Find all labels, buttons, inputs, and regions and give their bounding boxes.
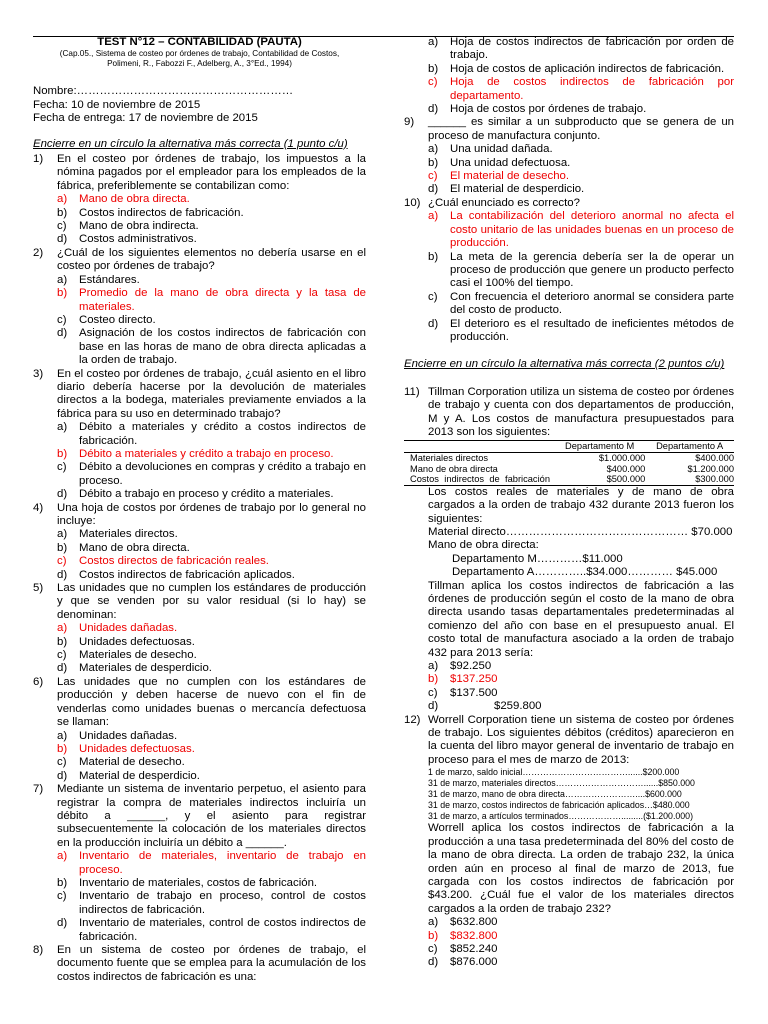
option-d[interactable]: [428, 183, 734, 196]
option-letter: a): [57, 193, 68, 206]
table-cell: $1.000.000: [598, 452, 646, 463]
option-letter: d): [57, 568, 68, 581]
q11-overhead-text: Tillman aplica los costos indirectos de fabricación a las órdenes de producción según el costo de la mano de obra directa usando tasas departamentales predeterminadas al comienzo del año con base en el presupuesto anual. El costo total de manufactura asociado a la orden de trabajo 432 para 2013 sería:: [428, 579, 734, 659]
question-text: Tillman Corporation utiliza un sistema de costeo por órdenes de trabajo y cuenta con dos departamentos de producción, M y A. Los costos de manufactura presupuestados para 2013 son los siguientes:: [428, 385, 735, 438]
right-column: [404, 36, 734, 970]
options: [57, 274, 366, 368]
question-text: Una hoja de costos por órdenes de trabajo por lo general no incluye:: [57, 501, 366, 527]
question-3: [33, 368, 366, 422]
option-letter: d): [428, 700, 439, 713]
option-c[interactable]: [57, 555, 366, 568]
option-d[interactable]: [57, 488, 366, 501]
name-field: Nombre:…………………………………………………: [33, 85, 294, 98]
option-c[interactable]: [428, 170, 734, 183]
option-a[interactable]: [57, 528, 366, 541]
test-date: Fecha: 10 de noviembre de 2015: [33, 98, 201, 111]
option-d[interactable]: [428, 103, 734, 116]
option-text: Material de desperdicio.: [79, 769, 200, 782]
option-letter: b): [428, 673, 439, 686]
table-cell: $400.000: [695, 452, 734, 463]
question-text: En el costeo por órdenes de trabajo, ¿cuál asiento en el libro diario debería hacerse por la devolución de materiales directos a la bodega, materiales previamente enviados a la fábrica para su uso en determinado trabajo?: [57, 367, 366, 420]
option-text: $137.250: [450, 673, 498, 686]
option-letter: d): [57, 662, 68, 675]
option-letter: c): [57, 649, 67, 662]
table-cell: $400.000: [606, 463, 646, 474]
option-letter: c): [57, 555, 67, 568]
option-text: Estándares.: [79, 273, 140, 286]
q12-text: Worrell aplica los costos indirectos de fabricación a la producción a una tasa predeterminada del 80% del costo de la mano de obra directa. La orden de trabajo 232, la única orden aún en proceso al final de marzo de 2013, fue cargada con los costos indirectos de fabricación por $43.200. ¿Cuál fue el valor de los materiales directos cargados a la orden de trabajo 232?: [428, 822, 734, 915]
option-text: Costos directos de fabricación reales.: [79, 555, 269, 568]
questions-left: [33, 153, 366, 984]
option-text: Inventario de materiales, inventario de trabajo en proceso.: [79, 850, 366, 876]
option-text: $852.240: [450, 942, 498, 955]
option-letter: c): [428, 942, 438, 955]
table-row: [404, 464, 734, 475]
options: [428, 210, 734, 344]
option-c[interactable]: [57, 461, 366, 488]
option-text: Hoja de costos de aplicación indirectos de fabricación.: [450, 62, 725, 75]
option-d[interactable]: [57, 327, 366, 367]
option-letter: c): [428, 686, 438, 699]
option-text: Costos indirectos de fabricación aplicados.: [79, 568, 295, 581]
subtitle-line-2: Polimeni, R., Fabozzi F., Adelberg, A., 3°Ed., 1994): [107, 59, 292, 69]
question-8: [33, 944, 366, 984]
option-d[interactable]: [57, 233, 366, 246]
option-text: Inventario de trabajo en proceso, control de costos indirectos de fabricación.: [79, 890, 366, 916]
option-letter: a): [57, 421, 68, 434]
table-cell: $500.000: [606, 474, 646, 485]
question-7: [33, 783, 366, 850]
option-letter: a): [428, 36, 439, 48]
question-text: ¿Cuál enunciado es correcto?: [428, 196, 580, 209]
option-a[interactable]: [428, 916, 734, 929]
ledger-line: 31 de marzo, a artículos terminados……………….........($1.200.000): [428, 811, 693, 822]
question-text: Mediante un sistema de inventario perpetuo, el asiento para registrar la compra de materiales indirectos incluiría un débito a ______, y el asiento para registrar subsecuentemente la colocación de los materiales directos en la producción incluiría un débito a ______.: [57, 783, 366, 849]
question-10: [404, 197, 734, 210]
option-d[interactable]: [428, 700, 734, 713]
option-text: $137.500: [450, 686, 498, 699]
option-a[interactable]: [428, 660, 734, 673]
question-number: 2): [33, 246, 44, 259]
option-c[interactable]: [428, 687, 734, 700]
ledger-line: 31 de marzo, mano de obra directa……………………....$600.000: [428, 789, 682, 800]
option-a[interactable]: [57, 193, 366, 206]
option-letter: d): [57, 917, 68, 930]
question-number: 5): [33, 582, 44, 595]
option-letter: c): [428, 76, 438, 89]
option-text: La contabilización del deterioro anormal no afecta el costo unitario de las unidades buenas en un proceso de producción.: [450, 210, 734, 250]
option-letter: d): [57, 769, 68, 782]
option-text: Débito a trabajo en proceso y crédito a materiales.: [79, 488, 334, 501]
q11-direct-material: Material directo………………………………………… $70.000: [428, 525, 733, 538]
option-text: Asignación de los costos indirectos de fabricación con base en las horas de mano de obra directa aplicadas a la orden de trabajo.: [79, 327, 366, 367]
option-letter: a): [428, 916, 439, 929]
options: [428, 143, 734, 197]
option-d[interactable]: [57, 770, 366, 783]
option-c[interactable]: [57, 890, 366, 917]
option-text: $632.800: [450, 916, 498, 929]
option-b[interactable]: [57, 542, 366, 555]
question-5: [33, 582, 366, 622]
option-letter: a): [428, 210, 439, 223]
option-letter: a): [57, 273, 68, 286]
options: [57, 850, 366, 944]
option-text: Unidades dañadas.: [79, 622, 178, 635]
option-letter: c): [57, 220, 67, 233]
option-letter: d): [428, 317, 439, 330]
table-header-row: [404, 441, 734, 453]
question-text: Las unidades que no cumplen con los estándares de producción y deben hacerse de nuevo con el fin de venderlas como unidades buenas o mercancía defectuosa se llaman:: [57, 675, 366, 729]
option-letter: c): [57, 313, 67, 326]
option-text: Materiales de desperdicio.: [79, 662, 212, 675]
option-letter: b): [428, 250, 439, 263]
option-c[interactable]: [428, 76, 734, 103]
option-text: Costos administrativos.: [79, 233, 197, 246]
option-text: Unidades defectuosas.: [79, 635, 195, 648]
option-text: Hoja de costos indirectos de fabricación por orden de trabajo.: [450, 36, 734, 62]
question-number: 9): [404, 116, 415, 129]
option-letter: b): [428, 929, 439, 942]
option-text: $259.800: [494, 700, 542, 713]
budget-table: [404, 440, 734, 485]
question-text: ______ es similar a un subproducto que se genera de un proceso de manufactura conjunto.: [428, 116, 734, 142]
option-letter: b): [57, 635, 68, 648]
option-a[interactable]: [428, 143, 734, 156]
option-a[interactable]: [57, 850, 366, 877]
left-column: [33, 36, 366, 984]
questions-right: [404, 36, 734, 344]
table-row: [404, 474, 734, 485]
option-letter: b): [428, 156, 439, 169]
q11-actual-costs: Los costos reales de materiales y de mano de obra cargados a la orden de trabajo 432 durante 2013 fueron los siguientes:: [428, 485, 734, 525]
option-text: El deterioro es el resultado de ineficientes métodos de producción.: [450, 317, 734, 343]
option-letter: a): [57, 622, 68, 635]
question-text: En un sistema de costeo por órdenes de trabajo, el documento fuente que se emplea para la acumulación de los costos indirectos de fabricación es una:: [57, 944, 366, 983]
option-letter: a): [57, 729, 68, 742]
table-cell: $300.000: [695, 474, 734, 485]
option-c[interactable]: [57, 756, 366, 769]
option-text: Hoja de costos indirectos de fabricación por departamento.: [450, 76, 734, 102]
option-letter: b): [57, 447, 68, 460]
due-date: Fecha de entrega: 17 de noviembre de 2015: [33, 112, 258, 125]
option-text: Una unidad dañada.: [450, 143, 553, 156]
option-c[interactable]: [57, 649, 366, 662]
question-number: 1): [33, 153, 44, 166]
option-letter: c): [57, 890, 67, 903]
table-cell: Mano de obra directa: [410, 463, 498, 474]
option-letter: a): [428, 660, 439, 673]
table-header-cell: Departamento M: [554, 441, 645, 453]
section-2-instructions: Encierre en un círculo la alternativa más correcta (2 puntos c/u): [404, 358, 725, 371]
section-1-instructions: Encierre en un círculo la alternativa más correcta (1 punto c/u): [33, 137, 348, 150]
option-b[interactable]: [57, 448, 366, 461]
option-letter: d): [57, 233, 68, 246]
options: [57, 730, 366, 784]
option-b[interactable]: [57, 877, 366, 890]
table-row: [404, 452, 734, 463]
question-number: 6): [33, 675, 44, 688]
option-a[interactable]: [428, 210, 734, 250]
option-text: Material de desecho.: [79, 756, 185, 769]
option-letter: b): [57, 742, 68, 755]
ledger-line: 1 de marzo, saldo inicial………………………………......$200.000: [428, 767, 680, 778]
option-d[interactable]: [428, 318, 734, 345]
options: [57, 193, 366, 247]
subtitle-line-1: (Cap.05., Sistema de costeo por órdenes de trabajo, Contabilidad de Costos,: [59, 49, 340, 59]
question-text: En el costeo por órdenes de trabajo, los impuestos a la nómina pagados por el empleador para los empleados de la fábrica, preferiblemente se contabilizan como:: [57, 153, 366, 192]
option-letter: a): [57, 850, 68, 863]
option-text: Unidades defectuosas.: [79, 742, 195, 755]
option-letter: d): [428, 103, 439, 116]
question-number: 12): [404, 713, 421, 726]
option-a[interactable]: [57, 730, 366, 743]
option-text: El material de desecho.: [450, 170, 570, 183]
q11-direct-labor: Mano de obra directa:: [428, 539, 539, 552]
ledger-line: 31 de marzo, materiales directos…………………………......$850.000: [428, 778, 695, 789]
options: [57, 528, 366, 582]
option-letter: b): [57, 876, 68, 889]
option-c[interactable]: [428, 943, 734, 956]
option-letter: c): [57, 756, 67, 769]
option-text: Mano de obra indirecta.: [79, 220, 199, 233]
option-letter: c): [428, 290, 438, 303]
option-c[interactable]: [428, 291, 734, 318]
option-b[interactable]: [428, 157, 734, 170]
option-letter: c): [428, 170, 438, 183]
option-letter: b): [428, 62, 439, 75]
option-a[interactable]: [57, 622, 366, 635]
option-b[interactable]: [428, 673, 734, 686]
option-letter: d): [57, 488, 68, 501]
option-text: Débito a materiales y crédito a costos indirectos de fabricación.: [79, 421, 366, 447]
option-text: Débito a materiales y crédito a trabajo en proceso.: [79, 447, 334, 460]
table-header-cell: [404, 441, 554, 453]
option-letter: b): [57, 287, 68, 300]
option-c[interactable]: [57, 220, 366, 233]
option-letter: a): [57, 528, 68, 541]
option-b[interactable]: [57, 636, 366, 649]
option-text: Inventario de materiales, costos de fabricación.: [79, 876, 318, 889]
option-b[interactable]: [428, 251, 734, 291]
ledger-entries: [428, 767, 734, 822]
option-text: Costos indirectos de fabricación.: [79, 206, 244, 219]
option-text: Mano de obra directa.: [79, 193, 190, 206]
options: [57, 421, 366, 501]
option-b[interactable]: [428, 930, 734, 943]
table-cell: Costos indirectos de fabricación: [410, 474, 550, 485]
option-text: Materiales directos.: [79, 528, 178, 541]
question-number: 4): [33, 501, 44, 514]
option-d[interactable]: [57, 917, 366, 944]
q11-options: [428, 660, 734, 714]
table-cell: Materiales directos: [410, 452, 489, 463]
question-11: [404, 386, 734, 440]
option-text: Con frecuencia el deterioro anormal se considera parte del costo de producto.: [450, 290, 734, 317]
option-letter: a): [428, 143, 439, 156]
option-letter: b): [57, 541, 68, 554]
option-b[interactable]: [57, 207, 366, 220]
option-text: Materiales de desecho.: [79, 649, 197, 662]
question-number: 3): [33, 367, 44, 380]
option-b[interactable]: [428, 63, 734, 76]
table-header-cell: Departamento A: [645, 441, 734, 453]
option-d[interactable]: [57, 662, 366, 675]
option-b[interactable]: [57, 287, 366, 314]
option-text: La meta de la gerencia debería ser la de operar un proceso de producción que genere un producto perfecto casi el 100% del tiempo.: [450, 250, 734, 290]
option-text: Una unidad defectuosa.: [450, 156, 571, 169]
page-title: TEST N°12 – CONTABILIDAD (PAUTA): [97, 36, 302, 48]
question-text: Las unidades que no cumplen los estándares de producción y que se venden por su valor residual (si lo hay) se denominan:: [57, 582, 366, 621]
q11-dept-m: Departamento M…………$11.000: [452, 552, 623, 565]
option-text: Unidades dañadas.: [79, 729, 178, 742]
option-letter: c): [57, 461, 67, 474]
question-text: ¿Cuál de los siguientes elementos no debería usarse en el costeo por órdenes de trabajo?: [57, 246, 366, 273]
option-letter: d): [428, 183, 439, 196]
option-a[interactable]: [428, 36, 734, 63]
question-9: [404, 116, 734, 143]
question-number: 10): [404, 196, 421, 209]
option-text: Mano de obra directa.: [79, 541, 190, 554]
question-4: [33, 502, 366, 529]
question-6: [33, 676, 366, 730]
q12-options: [428, 916, 734, 970]
option-letter: d): [57, 327, 68, 340]
question-12: [404, 714, 734, 768]
ledger-line: 31 de marzo, costos indirectos de fabricación aplicados…$480.000: [428, 800, 690, 811]
q11-dept-a: Departamento A…………..$34.000………… $45.000: [452, 566, 718, 579]
option-c[interactable]: [57, 314, 366, 327]
option-text: $832.800: [450, 929, 498, 942]
option-text: Inventario de materiales, control de costos indirectos de fabricación.: [79, 917, 366, 943]
option-b[interactable]: [57, 743, 366, 756]
question-text: Worrell Corporation tiene un sistema de costeo por órdenes de trabajo. Los siguientes débitos (créditos) aparecieron en la cuenta del libro mayor general de inventario de trabajo en proceso para el mes de marzo de 2013:: [428, 713, 734, 766]
table-cell: $1.200.000: [687, 463, 734, 474]
question-1: [33, 153, 366, 193]
option-text: El material de desperdicio.: [450, 183, 585, 196]
option-text: Costeo directo.: [79, 313, 156, 326]
option-d[interactable]: [428, 956, 734, 969]
option-letter: d): [428, 956, 439, 969]
option-text: $92.250: [450, 660, 492, 673]
option-a[interactable]: [57, 421, 366, 448]
question-2: [33, 247, 366, 274]
option-text: Hoja de costos por órdenes de trabajo.: [450, 103, 647, 116]
question-number: 11): [404, 385, 420, 398]
question-number: 8): [33, 944, 44, 956]
option-text: Débito a devoluciones en compras y crédito a trabajo en proceso.: [79, 461, 366, 487]
options: [57, 622, 366, 676]
option-d[interactable]: [57, 569, 366, 582]
question-number: 7): [33, 783, 44, 796]
option-a[interactable]: [57, 274, 366, 287]
options: [428, 36, 734, 116]
option-letter: b): [57, 206, 68, 219]
option-text: Promedio de la mano de obra directa y la tasa de materiales.: [79, 287, 366, 313]
option-text: $876.000: [450, 956, 498, 969]
